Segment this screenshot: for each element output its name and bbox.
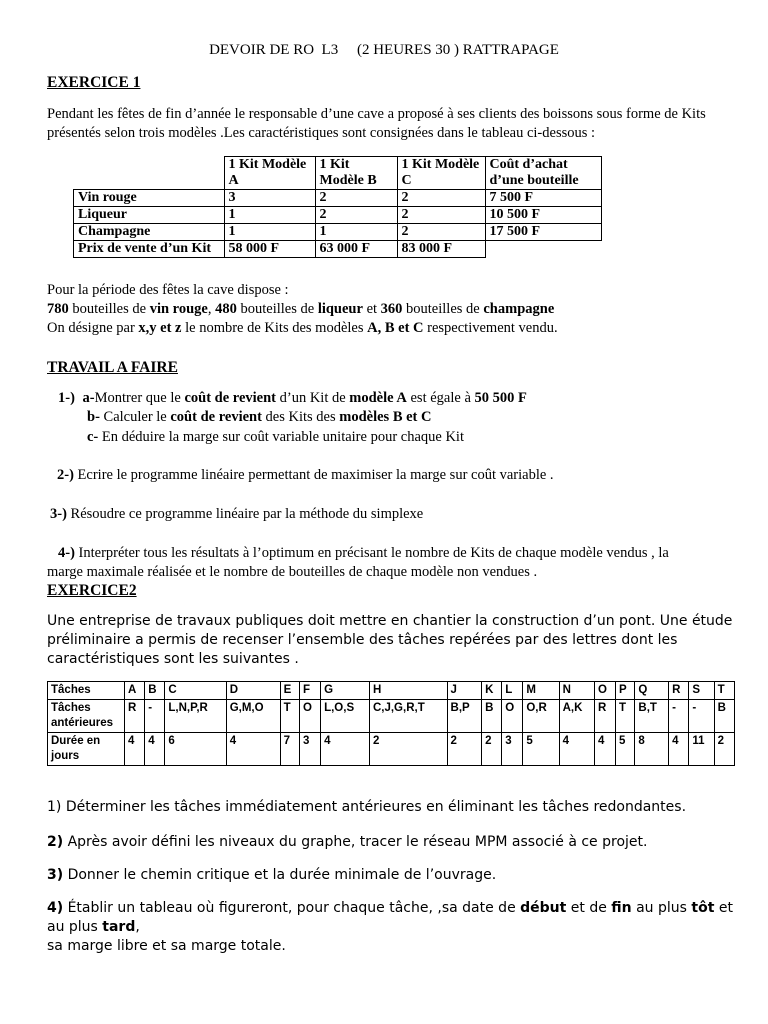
duration-cell: 3 — [502, 733, 523, 766]
antecedent-cell: L,N,P,R — [165, 700, 226, 733]
table-header-row — [74, 157, 602, 190]
ex2-question-4: 4) Établir un tableau où figureront, pour chaque tâche, ,sa date de début et de fin au plus tôt et au plus tard, sa marge libre et sa marge totale. — [47, 900, 733, 954]
task-cell: B — [145, 682, 165, 700]
task-cell: N — [559, 682, 594, 700]
table-cell: 7 500 F — [485, 190, 601, 207]
table-cell: 3 — [224, 190, 315, 207]
exercise2-heading: EXERCICE2 — [47, 582, 137, 599]
antecedent-cell: O — [502, 700, 523, 733]
kit-table — [73, 156, 602, 258]
antecedent-cell: G,M,O — [226, 700, 280, 733]
table-row — [74, 224, 602, 241]
antecedent-cell: O,R — [523, 700, 559, 733]
ex2-question-3: 3) Donner le chemin critique et la durée minimale de l’ouvrage. — [47, 867, 497, 883]
question-3: 3-) Résoudre ce programme linéaire par la méthode du simplexe — [50, 506, 424, 522]
antecedent-cell: - — [689, 700, 714, 733]
antecedent-cell: B — [714, 700, 734, 733]
row-label: Tâches antérieures — [48, 700, 125, 733]
task-cell: P — [616, 682, 635, 700]
empty-cell — [485, 241, 601, 258]
table-cell: 1 — [315, 224, 397, 241]
task-cell: O — [594, 682, 615, 700]
table-cell: 58 000 F — [224, 241, 315, 258]
table-row — [74, 241, 602, 258]
duration-cell: 2 — [482, 733, 502, 766]
duration-cell: 6 — [165, 733, 226, 766]
duration-cell: 11 — [689, 733, 714, 766]
task-cell: T — [714, 682, 734, 700]
task-cell: A — [125, 682, 145, 700]
question-4: 4-) Interpréter tous les résultats à l’optimum en précisant le nombre de Kits de chaque modèle vendus , la — [58, 545, 669, 561]
duration-cell: 8 — [635, 733, 669, 766]
row-label: Tâches — [48, 682, 125, 700]
table-row — [74, 190, 602, 207]
duration-cell: 4 — [669, 733, 689, 766]
antecedent-cell: - — [145, 700, 165, 733]
question-4-line2: marge maximale réalisée et le nombre de bouteilles de chaque modèle non vendues . — [47, 564, 538, 580]
antecedent-cell: B,T — [635, 700, 669, 733]
table-row — [74, 207, 602, 224]
duration-cell: 3 — [300, 733, 321, 766]
task-cell: K — [482, 682, 502, 700]
task-cell: R — [669, 682, 689, 700]
header-model-c: 1 Kit Modèle C — [397, 157, 485, 190]
task-cell: Q — [635, 682, 669, 700]
antecedent-cell: B — [482, 700, 502, 733]
table-cell: 63 000 F — [315, 241, 397, 258]
duration-cell: 4 — [594, 733, 615, 766]
task-cell: S — [689, 682, 714, 700]
question-1a: 1-) a-Montrer que le coût de revient d’un Kit de modèle A est égale à 50 500 F — [58, 390, 527, 406]
task-cell: H — [369, 682, 447, 700]
ex2-question-1: 1) Déterminer les tâches immédiatement antérieures en éliminant les tâches redondantes. — [47, 799, 687, 815]
antecedent-cell: C,J,G,R,T — [369, 700, 447, 733]
table-cell: 2 — [397, 224, 485, 241]
duration-cell: 4 — [559, 733, 594, 766]
stock-line: 780 bouteilles de vin rouge, 480 bouteilles de liqueur et 360 bouteilles de champagne — [47, 301, 555, 317]
row-label: Champagne — [74, 224, 225, 241]
row-label: Durée en jours — [48, 733, 125, 766]
row-label: Prix de vente d’un Kit — [74, 241, 225, 258]
task-cell: F — [300, 682, 321, 700]
duration-cell: 4 — [125, 733, 145, 766]
duration-cell: 7 — [280, 733, 299, 766]
duration-cell: 4 — [226, 733, 280, 766]
table-cell: 10 500 F — [485, 207, 601, 224]
stock-intro: Pour la période des fêtes la cave dispose : — [47, 282, 289, 298]
duration-cell: 2 — [714, 733, 734, 766]
antecedent-cell: O — [300, 700, 321, 733]
antecedent-cell: T — [280, 700, 299, 733]
question-1c: c- En déduire la marge sur coût variable unitaire pour chaque Kit — [87, 429, 464, 445]
page-title: DEVOIR DE RO L3 (2 HEURES 30 ) RATTRAPAGE — [209, 42, 559, 58]
designation-line: On désigne par x,y et z le nombre de Kits des modèles A, B et C respectivement vendu. — [47, 320, 558, 336]
header-model-b: 1 Kit Modèle B — [315, 157, 397, 190]
task-cell: M — [523, 682, 559, 700]
exercise1-intro: Pendant les fêtes de fin d’année le responsable d’une cave a proposé à ses clients des boissons sous forme de Kits présentés selon trois modèles .Les caractéristiques sont consignées dans le tableau ci-dessous : — [47, 106, 706, 141]
duration-cell: 2 — [447, 733, 482, 766]
tasks-table — [47, 681, 735, 766]
duration-cell: 5 — [616, 733, 635, 766]
header-cost: Coût d’achat d’une bouteille — [485, 157, 601, 190]
antecedent-cell: T — [616, 700, 635, 733]
table-cell: 2 — [315, 190, 397, 207]
tasks-row — [48, 682, 735, 700]
task-cell: C — [165, 682, 226, 700]
task-cell: J — [447, 682, 482, 700]
task-cell: L — [502, 682, 523, 700]
row-label: Vin rouge — [74, 190, 225, 207]
durations-row — [48, 733, 735, 766]
antecedents-row — [48, 700, 735, 733]
question-1b: b- Calculer le coût de revient des Kits des modèles B et C — [87, 409, 432, 425]
table-cell: 1 — [224, 224, 315, 241]
table-cell: 2 — [397, 207, 485, 224]
antecedent-cell: L,O,S — [321, 700, 370, 733]
antecedent-cell: A,K — [559, 700, 594, 733]
exercise1-heading: EXERCICE 1 — [47, 74, 141, 91]
exercise2-intro: Une entreprise de travaux publiques doit mettre en chantier la construction d’un pont. Une étude préliminaire a permis de recenser l’ensemble des tâches repérées par des lettres dont les caractéristiques sont les suivantes . — [47, 613, 733, 667]
antecedent-cell: R — [125, 700, 145, 733]
table-cell: 2 — [397, 190, 485, 207]
duration-cell: 4 — [145, 733, 165, 766]
table-cell: 83 000 F — [397, 241, 485, 258]
antecedent-cell: - — [669, 700, 689, 733]
antecedent-cell: R — [594, 700, 615, 733]
task-cell: G — [321, 682, 370, 700]
antecedent-cell: B,P — [447, 700, 482, 733]
duration-cell: 4 — [321, 733, 370, 766]
table-cell: 17 500 F — [485, 224, 601, 241]
duration-cell: 5 — [523, 733, 559, 766]
table-corner — [74, 157, 225, 190]
travail-heading: TRAVAIL A FAIRE — [47, 359, 178, 376]
header-model-a: 1 Kit Modèle A — [224, 157, 315, 190]
row-label: Liqueur — [74, 207, 225, 224]
task-cell: D — [226, 682, 280, 700]
table-cell: 1 — [224, 207, 315, 224]
question-2: 2-) Ecrire le programme linéaire permettant de maximiser la marge sur coût variable . — [57, 467, 554, 483]
ex2-question-2: 2) Après avoir défini les niveaux du graphe, tracer le réseau MPM associé à ce projet. — [47, 834, 648, 850]
duration-cell: 2 — [369, 733, 447, 766]
table-cell: 2 — [315, 207, 397, 224]
task-cell: E — [280, 682, 299, 700]
